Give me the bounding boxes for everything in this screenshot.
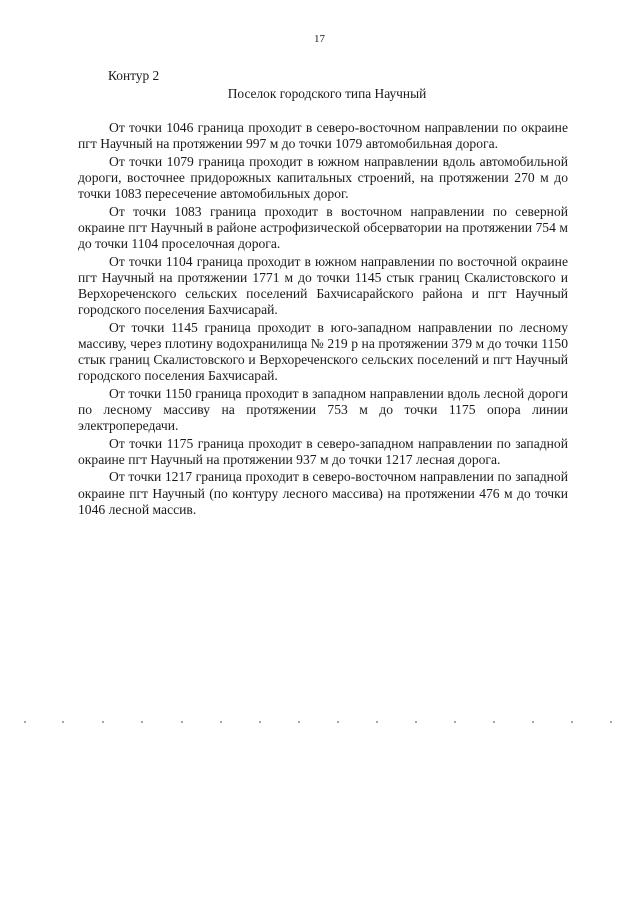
paragraph: От точки 1175 граница проходит в северо-западном направлении по западной окраине пгт Научный на протяжении 937 м до точки 1217 лесная дорога. (78, 435, 568, 467)
scan-dot (181, 721, 183, 723)
paragraph: От точки 1145 граница проходит в юго-западном направлении по лесному массиву, через плотину водохранилища № 219 р на протяжении 379 м до точки 1150 стык границ Скалистовского и Верхореченского сельских поселений и пгт Научный городского поселения Бахчисарай. (78, 319, 568, 384)
document-body (78, 120, 568, 518)
section-title: Поселок городского типа Научный (227, 86, 427, 101)
scan-dot (610, 721, 612, 723)
scan-dot (62, 721, 64, 723)
scan-dot (571, 721, 573, 723)
paragraph: От точки 1079 граница проходит в южном направлении вдоль автомобильной дороги, восточнее придорожных капитальных строений, на протяжении 270 м до точки 1083 пересечение автомобильных дорог. (78, 153, 568, 202)
scan-dot (454, 721, 456, 723)
scan-dot (220, 721, 222, 723)
paragraph: От точки 1046 граница проходит в северо-восточном направлении по окраине пгт Научный на протяжении 997 м до точки 1079 автомобильная дорога. (78, 120, 568, 152)
scan-dot (102, 721, 104, 723)
section-label: Контур 2 (108, 68, 160, 83)
scan-dot (141, 721, 143, 723)
paragraph: От точки 1150 граница проходит в западном направлении вдоль лесной дороги по лесному массиву на протяжении 753 м до точки 1175 опора линии электропередачи. (78, 385, 568, 434)
scan-dot (24, 721, 26, 723)
scan-dot (376, 721, 378, 723)
scan-dot (259, 721, 261, 723)
paragraph: От точки 1083 граница проходит в восточном направлении по северной окраине пгт Научный в районе астрофизической обсерватории на протяжении 754 м до точки 1104 проселочная дорога. (78, 203, 568, 252)
page-number: 17 (314, 33, 325, 45)
scan-dot (493, 721, 495, 723)
scan-dot (415, 721, 417, 723)
scan-dot (532, 721, 534, 723)
scan-dot (298, 721, 300, 723)
paragraph: От точки 1217 граница проходит в северо-восточном направлении по западной окраине пгт Научный (по контуру лесного массива) на протяжении 476 м до точки 1046 лесной массив. (78, 469, 568, 517)
scan-dot (337, 721, 339, 723)
paragraph: От точки 1104 граница проходит в южном направлении по восточной окраине пгт Научный на протяжении 1771 м до точки 1145 стык границ Скалистовского и Верхореченского сельских поселений Бахчисарайского района и пгт Научный городского поселения Бахчисарай. (78, 253, 568, 318)
scan-artifact-dots (0, 721, 639, 725)
